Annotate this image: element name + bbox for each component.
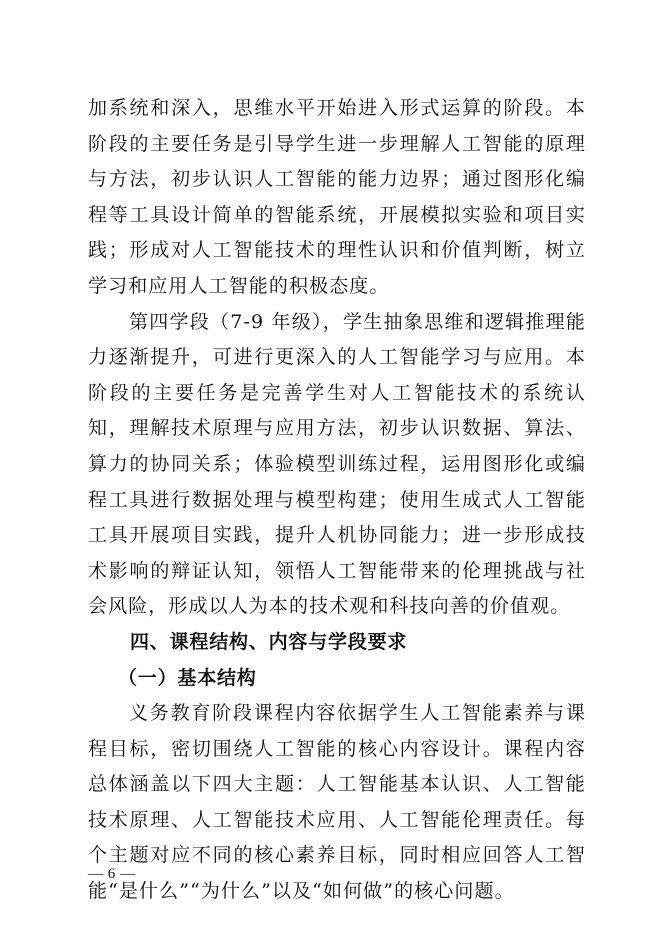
page-number: — 6 — bbox=[88, 866, 136, 882]
paragraph-stage-four: 第四学段（7-9 年级），学生抽象思维和逻辑推理能力逐渐提升，可进行更深入的人工智能学习与应用。本阶段的主要任务是完善学生对人工智能技术的系统认知，理解技术原理与应用方法，初步认识数据、算法、算力的协同关系；体验模型训练过程，运用图形化或编程工具进行数据处理与模型构建；使用生成式人工智能工具开展项目实践，提升人机协同能力；进一步形成技术影响的辩证认知，领悟人工智能带来的伦理挑战与社会风险，形成以人为本的技术观和科技向善的价值观。 bbox=[88, 310, 586, 618]
section-heading: 四、课程结构、内容与学段要求 bbox=[130, 630, 408, 653]
paragraph-basic-structure: 义务教育阶段课程内容依据学生人工智能素养与课程目标，密切围绕人工智能的核心内容设计。课程内容总体涵盖以下四大主题：人工智能基本认识、人工智能技术原理、人工智能技术应用、人工智能伦理责任。每个主题对应不同的核心素养目标，同时相应回答人工智能“是什么”“为什么”以及“如何做”的核心问题。 bbox=[88, 702, 586, 903]
document-body bbox=[88, 91, 586, 910]
paragraph-stage-three-continued: 加系统和深入，思维水平开始进入形式运算的阶段。本阶段的主要任务是引导学生进一步理解人工智能的原理与方法，初步认识人工智能的能力边界；通过图形化编程等工具设计简单的智能系统，开展模拟实验和项目实践；形成对人工智能技术的理性认识和价值判断，树立学习和应用人工智能的积极态度。 bbox=[88, 97, 586, 297]
subsection-heading: （一）基本结构 bbox=[118, 666, 257, 689]
